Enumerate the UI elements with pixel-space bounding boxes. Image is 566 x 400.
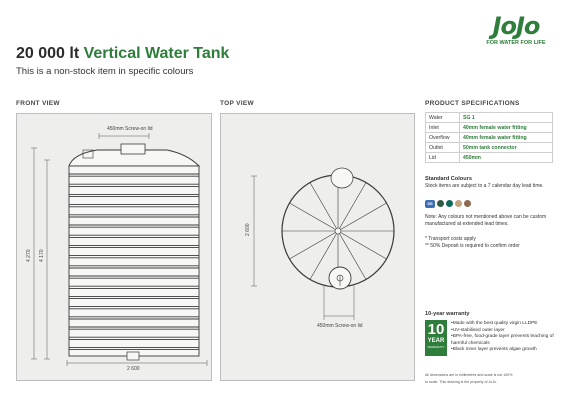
spec-row xyxy=(426,143,553,153)
warranty-item: • UV-stabilised outer layer xyxy=(451,328,557,335)
warranty-year-word: YEAR xyxy=(427,338,445,344)
footer-note-1: All dimensions are in millimetres and scale is not 100% xyxy=(425,373,513,377)
warranty-list xyxy=(451,321,557,354)
front-width-label: 2 600 xyxy=(127,366,140,372)
roof-rib xyxy=(341,203,387,230)
tank-lid xyxy=(121,144,145,154)
roof-rib xyxy=(340,183,367,229)
colour-swatches xyxy=(425,199,471,208)
spec-value: 50mm tank connector xyxy=(460,143,553,153)
spec-value: 40mm female water fitting xyxy=(460,133,553,143)
colours-heading: Standard Colours xyxy=(425,176,472,182)
height-body-label: 4 170 xyxy=(39,249,45,262)
spec-key: Water xyxy=(426,113,460,123)
warranty-badge xyxy=(425,320,447,356)
front-view-panel xyxy=(16,113,212,381)
height-total-label: 4 270 xyxy=(26,249,32,262)
spec-row xyxy=(426,133,553,143)
spec-value: 450mm xyxy=(460,153,553,163)
spec-row xyxy=(426,113,553,123)
colour-swatch xyxy=(464,200,471,207)
deposit-note: ** 50% Deposit is required to confirm order xyxy=(425,243,520,249)
jojo-logo xyxy=(480,14,552,46)
roof-rib xyxy=(310,183,337,229)
transport-note: * Transport costs apply xyxy=(425,236,476,242)
front-view-drawing xyxy=(17,114,213,382)
roof-centre xyxy=(335,228,341,234)
page-title xyxy=(16,45,229,63)
front-view-heading: FRONT VIEW xyxy=(16,100,60,107)
colour-swatch xyxy=(437,200,444,207)
spec-key: Outlet xyxy=(426,143,460,153)
spec-row xyxy=(426,153,553,163)
roof-rib xyxy=(290,203,336,230)
logo-tagline: FOR WATER FOR LIFE xyxy=(486,40,546,46)
warranty-years: 10 xyxy=(427,321,445,338)
front-lid-label: 450mm Screw-on lid xyxy=(107,126,153,132)
ss-badge: SS xyxy=(425,200,435,208)
footer-note-2: to scale. This drawing is the property of JoJo. xyxy=(425,380,498,384)
colour-swatch xyxy=(446,200,453,207)
title-capacity: 20 000 lt xyxy=(16,45,80,62)
page-subtitle: This is a non-stock item in specific colours xyxy=(16,66,194,77)
top-lid-label: 450mm Screw-on lid xyxy=(317,323,363,329)
inlet-dome xyxy=(331,168,353,188)
warranty-item: • Black inner layer prevents algae growth xyxy=(451,347,557,354)
lead-time-note: Stock items are subject to a 7 calendar day lead time. xyxy=(425,183,544,189)
warranty-heading: 10-year warranty xyxy=(425,311,470,317)
spec-row xyxy=(426,123,553,133)
top-view-drawing xyxy=(221,114,416,382)
roof-rib xyxy=(290,233,336,260)
top-diameter-label: 2 600 xyxy=(245,223,251,236)
top-view-panel xyxy=(220,113,415,381)
roof-rib xyxy=(341,233,387,260)
top-view-heading: TOP VIEW xyxy=(220,100,254,107)
custom-colour-note: Note: Any colours not mentioned above can be custom manufactured at extended lead times. xyxy=(425,214,547,227)
spec-value: 40mm female water fitting xyxy=(460,123,553,133)
title-product: Vertical Water Tank xyxy=(83,45,230,62)
spec-key: Inlet xyxy=(426,123,460,133)
outlet-fitting xyxy=(127,352,139,360)
colour-swatch xyxy=(455,200,462,207)
spec-key: Lid xyxy=(426,153,460,163)
spec-value: SG 1 xyxy=(460,113,553,123)
logo-wordmark: JoJo xyxy=(492,12,540,40)
spec-table xyxy=(425,112,553,163)
specs-heading: PRODUCT SPECIFICATIONS xyxy=(425,100,520,107)
warranty-item: • Made with the best quality virgin LLDPE xyxy=(451,321,557,328)
warranty-item: • BPA-free, food-grade layer prevents leaching of harmful chemicals xyxy=(451,334,557,347)
warranty-word: WARRANTY xyxy=(427,345,445,349)
spec-key: Overflow xyxy=(426,133,460,143)
